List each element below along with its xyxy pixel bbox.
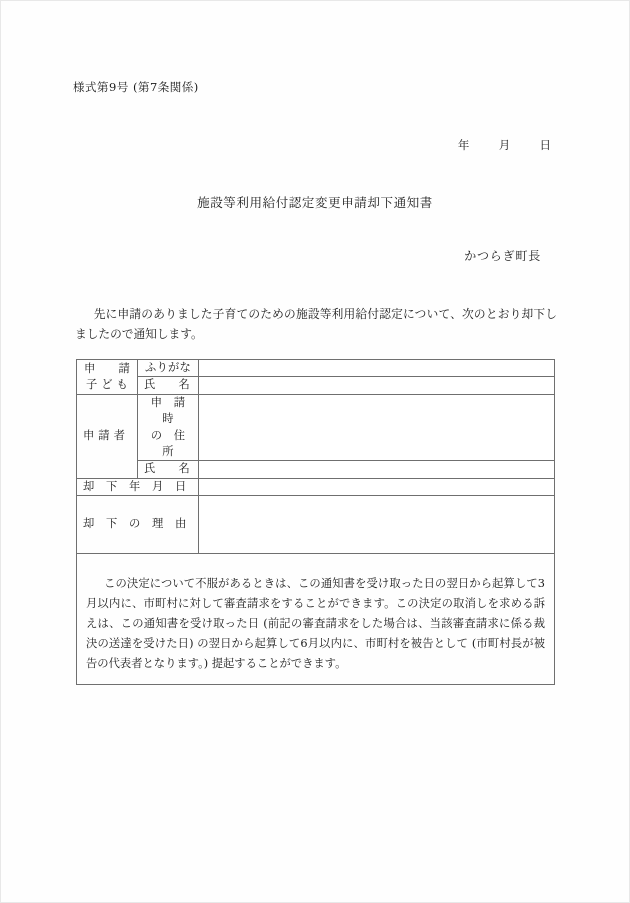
table-row-furigana [77, 360, 555, 377]
label-applicant [77, 394, 138, 478]
document-title: 施設等利用給付認定変更申請却下通知書 [197, 195, 433, 210]
date-line [1, 137, 551, 153]
date-year: 年 [457, 138, 470, 152]
date-month: 月 [498, 138, 511, 152]
label-applicant-name-text: 氏 名 [144, 462, 190, 476]
value-rejection-date[interactable] [199, 478, 555, 495]
value-rejection-reason[interactable] [199, 496, 555, 554]
label-applicant-child [77, 360, 138, 395]
issuer-name: かつらぎ町長 [464, 249, 541, 263]
address-line-1: 申 請 時 [150, 395, 197, 426]
date-day: 日 [539, 138, 551, 152]
table-row-rejection-date [77, 478, 555, 495]
label-applicant-text: 申 請 者 [83, 429, 126, 442]
table-row-child-name [77, 377, 555, 394]
form-number: 様式第9号 (第7条関係) [73, 80, 199, 94]
table-row-notice [77, 554, 555, 685]
label-rejection-reason-text: 却 下 の 理 由 [83, 517, 187, 531]
application-form-table [76, 359, 555, 685]
label-applicant-name [138, 461, 199, 478]
notice-cell [77, 554, 555, 685]
notice-text: この決定について不服があるときは、この通知書を受け取った日の翌日から起算して3月以内に、市町村に対して審査請求をすることができます。この決定の取消しを求める訴えは、この通知書を受け取った日 (前記の審査請求をした場合は、当該審査請求に係る裁決の送達を受けた日) の翌日から起算して6月以内に、市町村を被告として (市町村長が被告の代表者となります。) 提起することができます。 [86, 576, 545, 671]
label-rejection-reason [77, 496, 199, 554]
label-furigana-text: ふりがな [145, 361, 191, 374]
label-child-name [138, 377, 199, 394]
table-row-rejection-reason [77, 496, 555, 554]
value-applicant-name[interactable] [199, 461, 555, 478]
label-rejection-date-text: 却 下 年 月 日 [83, 479, 187, 493]
applicant-child-line-1: 申 請 [84, 361, 130, 375]
value-child-name[interactable] [199, 377, 555, 394]
value-application-address[interactable] [199, 394, 555, 461]
label-rejection-date [77, 478, 199, 495]
applicant-child-line-2: 子 ど も [85, 377, 129, 391]
table-row-applicant-address [77, 394, 555, 461]
body-paragraph: 先に申請のありました子育てのための施設等利用給付認定について、次のとおり却下しましたので通知します。 [75, 307, 557, 342]
label-application-address [138, 394, 199, 461]
address-line-2: の 住 所 [150, 428, 197, 458]
label-child-name-text: 氏 名 [144, 378, 190, 392]
value-furigana[interactable] [199, 360, 555, 377]
label-furigana [138, 360, 199, 377]
table-row-applicant-name [77, 461, 555, 478]
